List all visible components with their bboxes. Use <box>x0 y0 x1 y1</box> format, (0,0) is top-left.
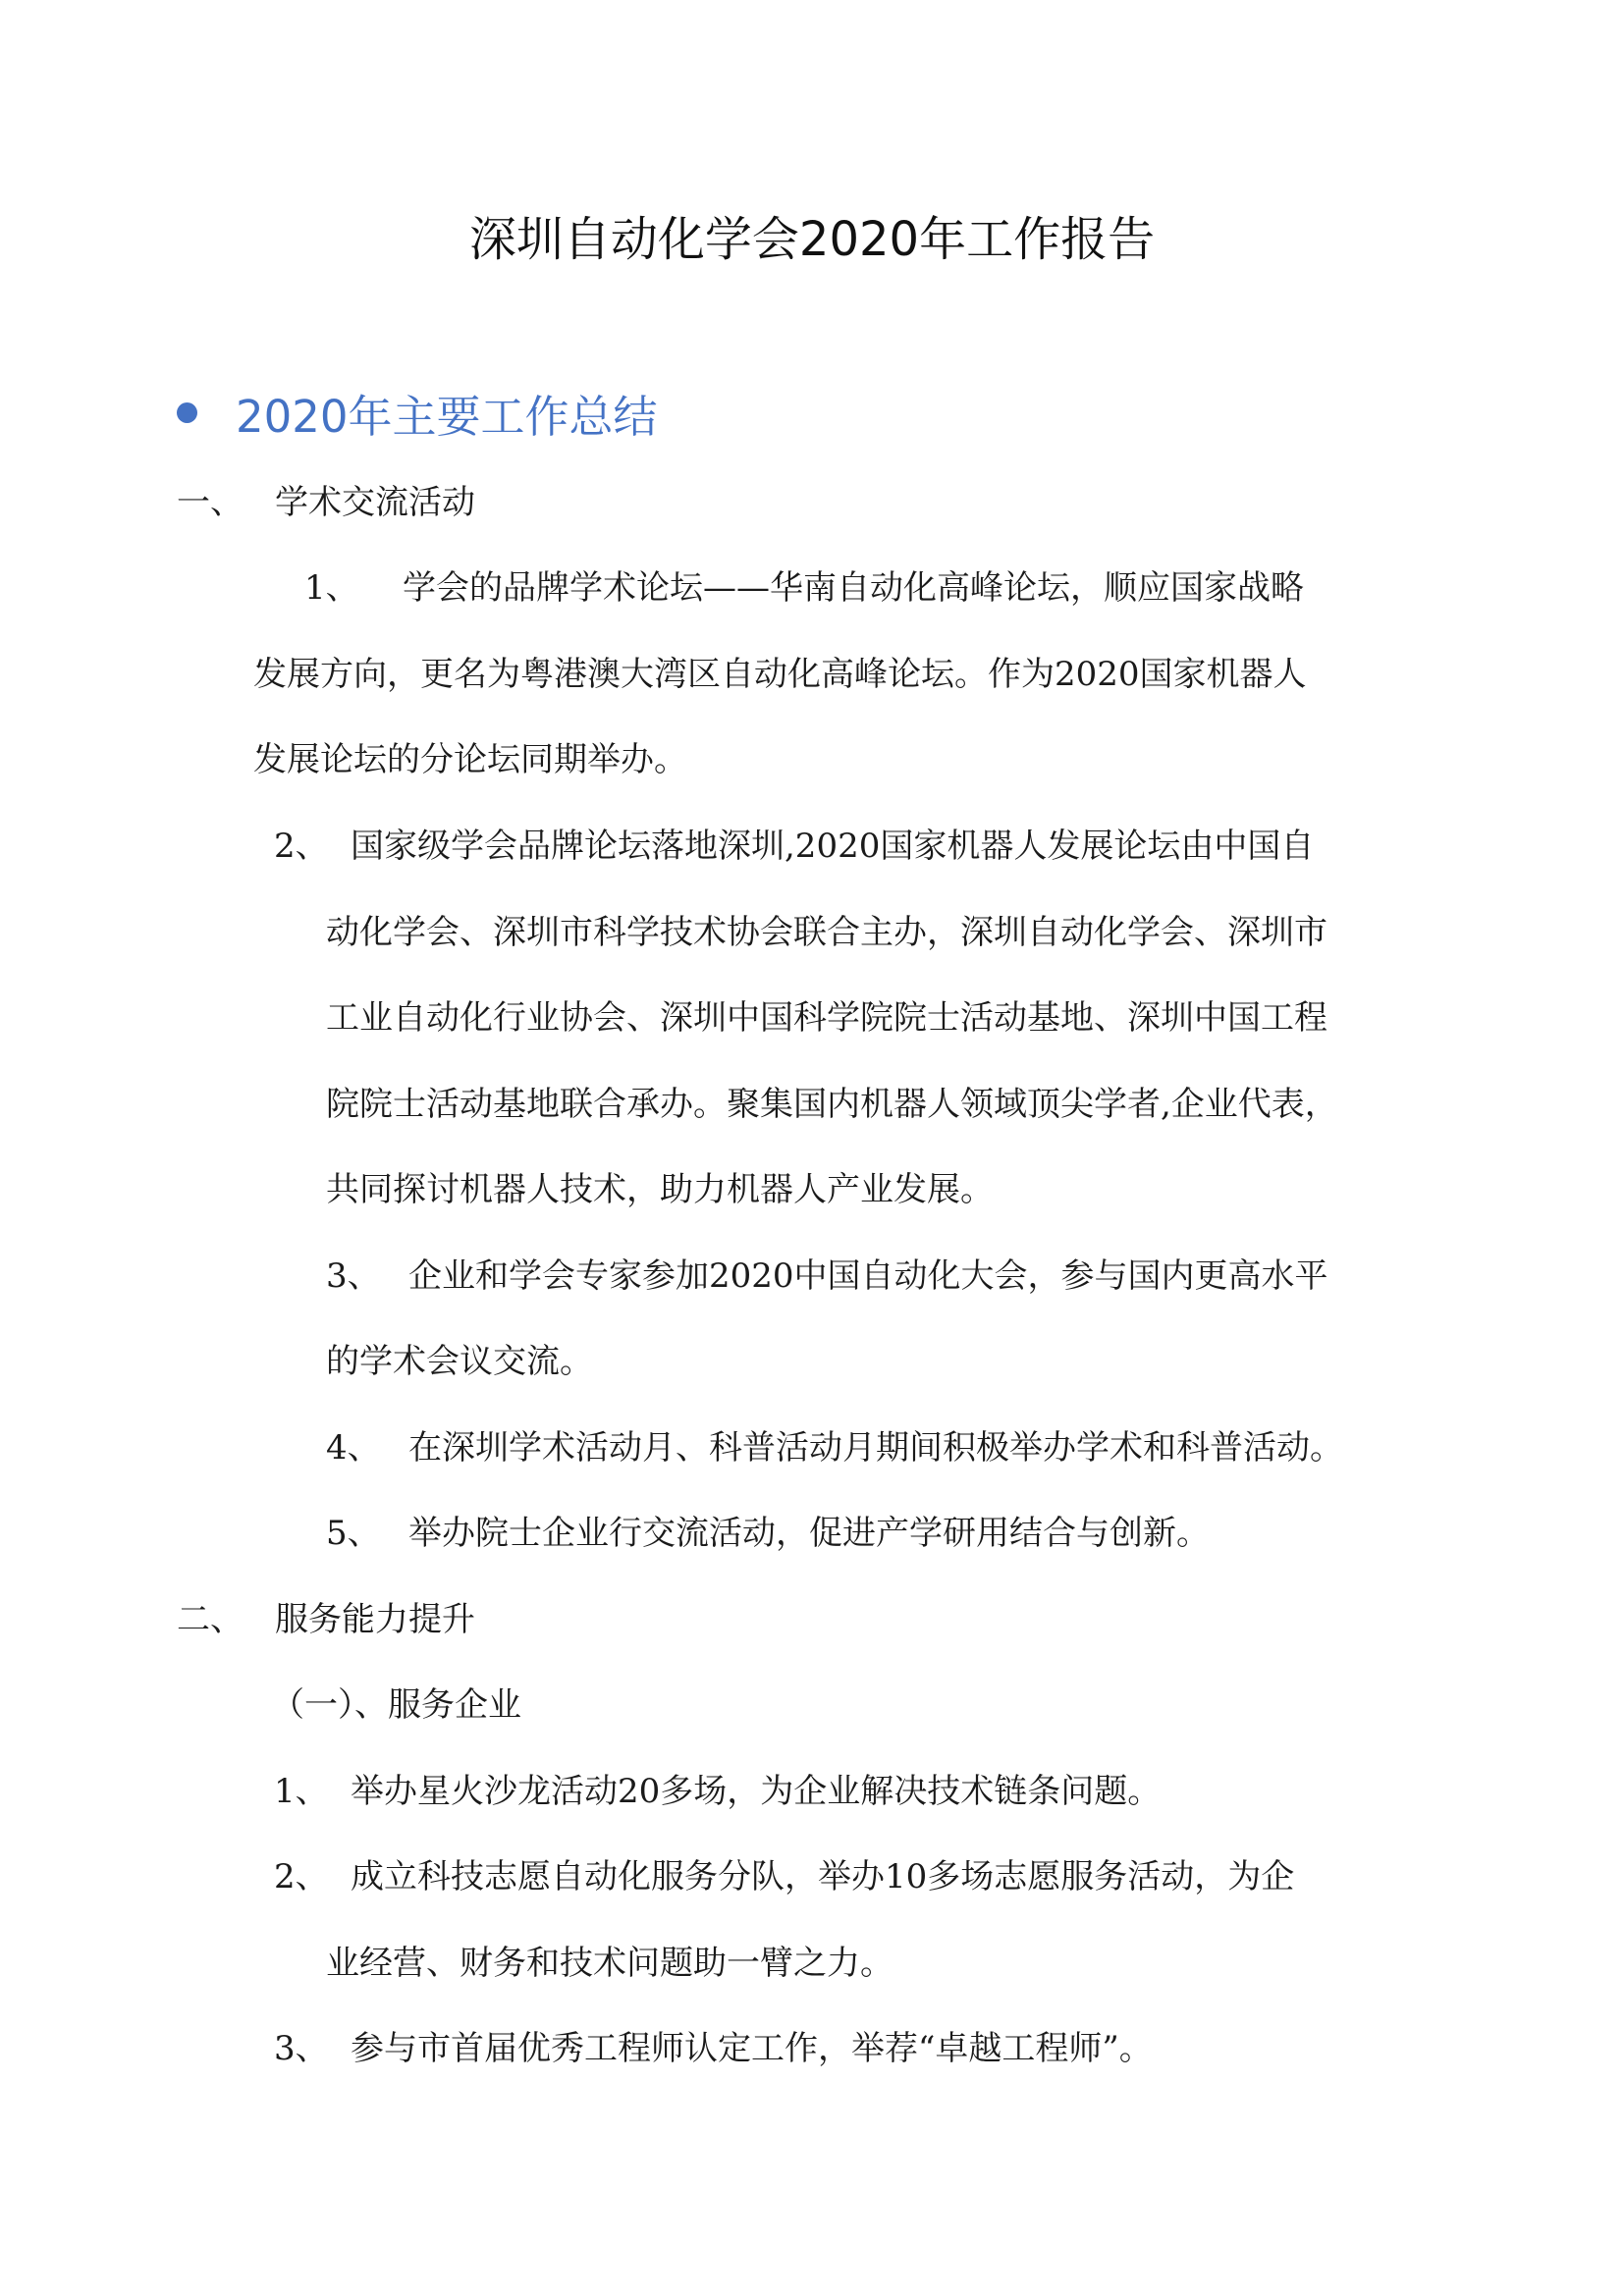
item-number: 1、 <box>304 568 359 608</box>
item-line: 业经营、财务和技术问题助一臂之力。 <box>326 1944 893 1983</box>
item-line: 国家级学会品牌论坛落地深圳,2020国家机器人发展论坛由中国自 <box>351 827 1315 866</box>
list-item <box>274 2025 1153 2072</box>
item-line: 成立科技志愿自动化服务分队，举办10多场志愿服务活动，为企 <box>351 1857 1295 1896</box>
item-number: 2、 <box>274 1857 329 1896</box>
item-line: 企业和学会专家参加2020中国自动化大会，参与国内更高水平 <box>408 1256 1328 1296</box>
part-title-text: 学术交流活动 <box>275 483 475 522</box>
subheading-text: （一）、服务企业 <box>271 1685 521 1725</box>
item-line: 的学术会议交流。 <box>326 1342 593 1381</box>
part-number: 一、 <box>177 483 244 522</box>
item-line: 院院士活动基地联合承办。聚集国内机器人领域顶尖学者,企业代表， <box>326 1085 1338 1124</box>
item-line: 共同探讨机器人技术，助力机器人产业发展。 <box>326 1170 994 1209</box>
bullet-dot-icon <box>177 402 197 423</box>
list-item <box>326 1510 1210 1557</box>
section-heading-text: 2020年主要工作总结 <box>236 390 658 443</box>
item-number: 4、 <box>326 1428 381 1468</box>
item-line: 举办院士企业行交流活动，促进产学研用结合与创新。 <box>408 1514 1210 1553</box>
part-number: 二、 <box>177 1600 244 1639</box>
item-number: 3、 <box>326 1256 381 1296</box>
part-title <box>177 479 475 526</box>
item-number: 3、 <box>274 2029 329 2068</box>
item-number: 1、 <box>274 1772 329 1811</box>
item-line: 参与市首届优秀工程师认定工作，举荐“卓越工程师”。 <box>351 2029 1153 2068</box>
list-item <box>274 1768 1161 1815</box>
list-item <box>304 564 1304 612</box>
item-line: 工业自动化行业协会、深圳中国科学院院士活动基地、深圳中国工程 <box>326 998 1327 1038</box>
item-line: 在深圳学术活动月、科普活动月期间积极举办学术和科普活动。 <box>408 1428 1343 1468</box>
subheading <box>271 1682 521 1729</box>
section-heading <box>177 381 658 444</box>
item-line: 学会的品牌学术论坛——华南自动化高峰论坛，顺应国家战略 <box>403 568 1304 608</box>
part-title-text: 服务能力提升 <box>275 1600 475 1639</box>
item-line: 动化学会、深圳市科学技术协会联合主办，深圳自动化学会、深圳市 <box>326 913 1327 952</box>
list-item <box>274 823 1314 870</box>
list-item <box>326 1253 1328 1300</box>
item-line: 举办星火沙龙活动20多场，为企业解决技术链条问题。 <box>351 1772 1162 1811</box>
part-title <box>177 1596 475 1643</box>
item-line: 发展方向，更名为粤港澳大湾区自动化高峰论坛。作为2020国家机器人 <box>253 655 1307 694</box>
list-item <box>326 1424 1343 1471</box>
item-number: 2、 <box>274 827 329 866</box>
page-title: 深圳自动化学会2020年工作报告 <box>468 212 1156 267</box>
item-line: 发展论坛的分论坛同期举办。 <box>253 740 687 779</box>
list-item <box>274 1853 1294 1900</box>
item-number: 5、 <box>326 1514 381 1553</box>
